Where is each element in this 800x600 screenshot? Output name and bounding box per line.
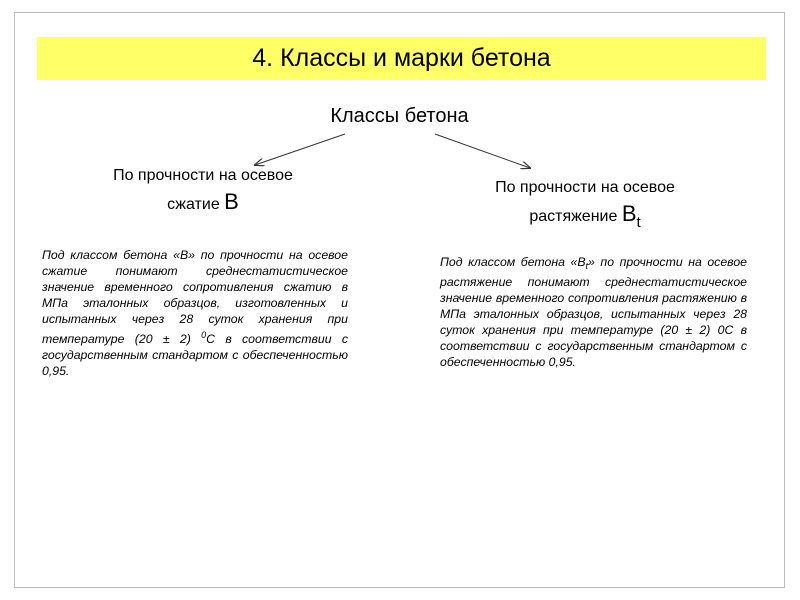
class-letter-b: В [224, 189, 239, 214]
definition-compression: Под классом бетона «В» по прочности на осевое сжатие понимают среднестатистическое значение временного сопротивления сжатию в МПа эталонных образцов, изготовленных и испытанных через 28 суток хранения при температуре (20 ± 2) $^0$С в соответствии с государственным стандартом с обеспеченностью 0,95. [42, 248, 348, 378]
slide-title-text: 4. Классы и марки бетона [252, 44, 551, 72]
branch-compression [83, 163, 323, 218]
class-letter-bt: В [621, 201, 637, 226]
arrow-right [435, 134, 530, 168]
branch-tension [460, 175, 710, 236]
slide-title [37, 37, 766, 80]
branch-compression-line1: По прочности на осевое [113, 167, 293, 184]
branch-compression-line2: сжатие В [167, 189, 239, 214]
class-letter-bt-sub: t [636, 214, 641, 231]
definition-tension: Под классом бетона «$В_t$» по прочности на осевое растяжение понимают среднестатистическое значение временного сопротивления растяжению в МПа эталонных образцов, испытанных через 28 суток хранения при температуре (20 ± 2) 0С в соответствии с государственным стандартом с обеспеченностью 0,95. [440, 255, 748, 369]
classes-heading: Классы бетона [330, 105, 469, 127]
branch-tension-line2: растяжение Вt [529, 201, 641, 231]
branch-tension-line1: По прочности на осевое [495, 179, 675, 196]
slide [14, 12, 785, 588]
arrow-left [255, 134, 345, 165]
